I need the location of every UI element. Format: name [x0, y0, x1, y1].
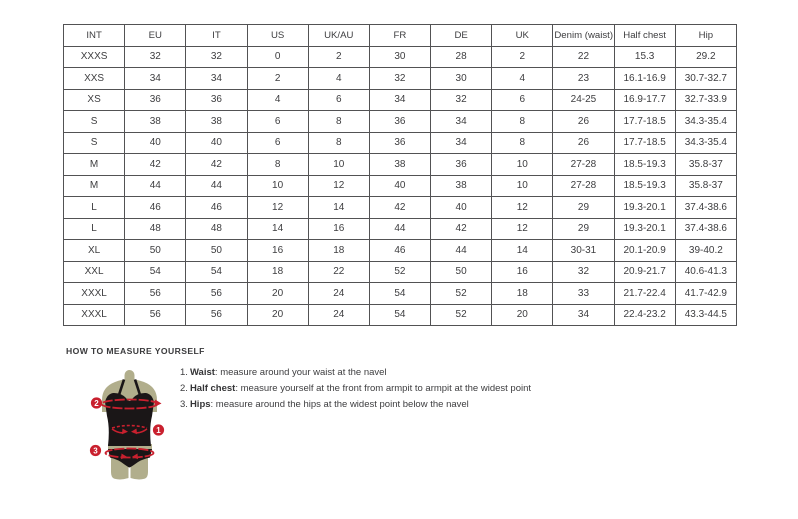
table-cell: 34	[431, 132, 492, 154]
svg-text:3: 3	[93, 446, 98, 456]
table-cell: 14	[492, 240, 553, 262]
table-cell: 34	[431, 111, 492, 133]
table-cell: 29	[553, 197, 614, 219]
table-cell: 32	[431, 89, 492, 111]
table-cell: 6	[492, 89, 553, 111]
badge-half-chest	[91, 397, 102, 408]
table-cell: 50	[431, 261, 492, 283]
table-row	[64, 261, 737, 283]
table-row	[64, 154, 737, 176]
size-table	[63, 24, 737, 326]
table-cell: M	[64, 175, 125, 197]
table-cell: 29	[553, 218, 614, 240]
step-text: : measure around the hips at the widest point below the navel	[210, 399, 469, 410]
table-cell: 40	[431, 197, 492, 219]
table-cell: 10	[492, 154, 553, 176]
table-cell: 23	[553, 68, 614, 90]
table-cell: 15.3	[614, 46, 675, 68]
column-header: UK/AU	[308, 25, 369, 47]
table-cell: 30.7-32.7	[675, 68, 736, 90]
table-row	[64, 218, 737, 240]
step-label: Waist	[189, 367, 215, 378]
table-cell: 32	[369, 68, 430, 90]
table-cell: 54	[369, 304, 430, 326]
table-cell: 27-28	[553, 154, 614, 176]
column-header: US	[247, 25, 308, 47]
badge-hips	[90, 445, 101, 456]
table-cell: 12	[492, 197, 553, 219]
table-cell: 19.3-20.1	[614, 197, 675, 219]
table-cell: 26	[553, 132, 614, 154]
column-header: FR	[369, 25, 430, 47]
table-cell: 4	[308, 68, 369, 90]
table-cell: 14	[247, 218, 308, 240]
table-row	[64, 68, 737, 90]
table-cell: 42	[369, 197, 430, 219]
table-cell: 34.3-35.4	[675, 132, 736, 154]
table-cell: 16.9-17.7	[614, 89, 675, 111]
table-cell: 52	[431, 304, 492, 326]
table-cell: 2	[308, 46, 369, 68]
table-cell: 20	[247, 304, 308, 326]
badge-waist	[153, 424, 164, 435]
table-cell: 56	[125, 304, 186, 326]
size-table-body	[64, 46, 737, 326]
table-cell: 29.2	[675, 46, 736, 68]
step-number: 1.	[180, 367, 188, 378]
table-cell: 16	[247, 240, 308, 262]
table-cell: 42	[125, 154, 186, 176]
table-cell: 32	[186, 46, 247, 68]
table-cell: 34	[186, 68, 247, 90]
table-cell: 42	[186, 154, 247, 176]
table-cell: 44	[431, 240, 492, 262]
table-cell: 43.3-44.5	[675, 304, 736, 326]
table-cell: 46	[125, 197, 186, 219]
column-header: INT	[64, 25, 125, 47]
table-cell: 27-28	[553, 175, 614, 197]
table-cell: 30-31	[553, 240, 614, 262]
table-cell: 38	[369, 154, 430, 176]
table-cell: 52	[431, 283, 492, 305]
measure-step-waist	[180, 366, 531, 379]
table-row	[64, 111, 737, 133]
table-cell: 54	[369, 283, 430, 305]
table-cell: 6	[247, 132, 308, 154]
table-cell: 16	[308, 218, 369, 240]
step-label: Half chest	[189, 383, 236, 394]
table-row	[64, 46, 737, 68]
table-cell: 12	[492, 218, 553, 240]
table-cell: 46	[186, 197, 247, 219]
table-cell: 30	[369, 46, 430, 68]
size-table-header	[64, 25, 737, 47]
table-cell: S	[64, 132, 125, 154]
measure-steps	[180, 366, 531, 414]
table-cell: L	[64, 218, 125, 240]
table-row	[64, 132, 737, 154]
table-cell: 32.7-33.9	[675, 89, 736, 111]
table-cell: 20.9-21.7	[614, 261, 675, 283]
table-cell: 36	[369, 111, 430, 133]
table-cell: 54	[125, 261, 186, 283]
table-cell: 4	[492, 68, 553, 90]
table-cell: XXXL	[64, 283, 125, 305]
table-cell: 34.3-35.4	[675, 111, 736, 133]
table-cell: 34	[125, 68, 186, 90]
step-number: 2.	[180, 383, 188, 394]
table-cell: L	[64, 197, 125, 219]
table-cell: 40	[186, 132, 247, 154]
table-cell: S	[64, 111, 125, 133]
table-row	[64, 304, 737, 326]
measure-section-title: HOW TO MEASURE YOURSELF	[66, 346, 205, 356]
table-cell: 2	[492, 46, 553, 68]
table-cell: 54	[186, 261, 247, 283]
table-cell: 8	[492, 111, 553, 133]
table-cell: 20	[492, 304, 553, 326]
table-cell: 36	[186, 89, 247, 111]
table-cell: 36	[369, 132, 430, 154]
table-cell: 48	[125, 218, 186, 240]
table-row	[64, 283, 737, 305]
step-text: : measure around your waist at the navel	[214, 367, 387, 378]
table-cell: 28	[431, 46, 492, 68]
table-cell: 8	[308, 111, 369, 133]
table-cell: 34	[553, 304, 614, 326]
table-cell: 35.8-37	[675, 154, 736, 176]
table-cell: 39-40.2	[675, 240, 736, 262]
header-row	[64, 25, 737, 47]
table-cell: XXS	[64, 68, 125, 90]
step-label: Hips	[189, 399, 211, 410]
table-cell: 20	[247, 283, 308, 305]
table-cell: 44	[369, 218, 430, 240]
table-cell: 18	[308, 240, 369, 262]
table-cell: 12	[247, 197, 308, 219]
table-cell: 38	[186, 111, 247, 133]
table-cell: 18	[492, 283, 553, 305]
table-cell: XXL	[64, 261, 125, 283]
table-cell: XXXL	[64, 304, 125, 326]
column-header: UK	[492, 25, 553, 47]
table-cell: 8	[308, 132, 369, 154]
table-cell: 50	[186, 240, 247, 262]
column-header: IT	[186, 25, 247, 47]
table-cell: 8	[247, 154, 308, 176]
measure-step-hips	[180, 398, 531, 411]
table-cell: 8	[492, 132, 553, 154]
step-number: 3.	[180, 399, 188, 410]
table-cell: 26	[553, 111, 614, 133]
table-cell: 24	[308, 283, 369, 305]
table-cell: 56	[125, 283, 186, 305]
table-cell: 41.7-42.9	[675, 283, 736, 305]
table-cell: 32	[125, 46, 186, 68]
table-row	[64, 89, 737, 111]
table-cell: 18	[247, 261, 308, 283]
mannequin-illustration	[85, 368, 175, 483]
table-cell: 48	[186, 218, 247, 240]
table-cell: 38	[431, 175, 492, 197]
table-cell: 42	[431, 218, 492, 240]
step-text: : measure yourself at the front from armpit to armpit at the widest point	[235, 383, 532, 394]
table-cell: XL	[64, 240, 125, 262]
column-header: Hip	[675, 25, 736, 47]
column-header: DE	[431, 25, 492, 47]
table-cell: 36	[431, 154, 492, 176]
svg-text:2: 2	[94, 398, 99, 408]
table-cell: XXXS	[64, 46, 125, 68]
table-cell: 44	[125, 175, 186, 197]
column-header: Denim (waist)	[553, 25, 614, 47]
table-cell: 16.1-16.9	[614, 68, 675, 90]
table-cell: 36	[125, 89, 186, 111]
table-row	[64, 240, 737, 262]
column-header: Half chest	[614, 25, 675, 47]
table-cell: 32	[553, 261, 614, 283]
table-cell: 40	[125, 132, 186, 154]
measurement-figure	[85, 368, 175, 483]
table-cell: 33	[553, 283, 614, 305]
table-cell: 6	[308, 89, 369, 111]
svg-text:1: 1	[156, 425, 161, 435]
table-cell: 22	[553, 46, 614, 68]
table-cell: 46	[369, 240, 430, 262]
table-cell: 44	[186, 175, 247, 197]
table-cell: 4	[247, 89, 308, 111]
table-cell: 19.3-20.1	[614, 218, 675, 240]
table-cell: 16	[492, 261, 553, 283]
table-cell: 20.1-20.9	[614, 240, 675, 262]
table-cell: 37.4-38.6	[675, 197, 736, 219]
table-cell: 50	[125, 240, 186, 262]
table-cell: 17.7-18.5	[614, 111, 675, 133]
table-cell: M	[64, 154, 125, 176]
table-cell: 21.7-22.4	[614, 283, 675, 305]
measure-step-half-chest	[180, 382, 531, 395]
table-cell: 40	[369, 175, 430, 197]
table-cell: 10	[492, 175, 553, 197]
table-row	[64, 175, 737, 197]
table-cell: 6	[247, 111, 308, 133]
table-cell: 10	[247, 175, 308, 197]
table-cell: 24	[308, 304, 369, 326]
table-cell: 52	[369, 261, 430, 283]
table-cell: 56	[186, 304, 247, 326]
table-cell: 34	[369, 89, 430, 111]
table-cell: XS	[64, 89, 125, 111]
table-cell: 22	[308, 261, 369, 283]
table-cell: 22.4-23.2	[614, 304, 675, 326]
table-cell: 17.7-18.5	[614, 132, 675, 154]
table-cell: 56	[186, 283, 247, 305]
table-cell: 2	[247, 68, 308, 90]
table-cell: 12	[308, 175, 369, 197]
table-cell: 24-25	[553, 89, 614, 111]
table-cell: 38	[125, 111, 186, 133]
table-cell: 18.5-19.3	[614, 154, 675, 176]
table-row	[64, 197, 737, 219]
table-cell: 37.4-38.6	[675, 218, 736, 240]
table-cell: 35.8-37	[675, 175, 736, 197]
column-header: EU	[125, 25, 186, 47]
table-cell: 40.6-41.3	[675, 261, 736, 283]
table-cell: 0	[247, 46, 308, 68]
table-cell: 10	[308, 154, 369, 176]
table-cell: 30	[431, 68, 492, 90]
table-cell: 14	[308, 197, 369, 219]
table-cell: 18.5-19.3	[614, 175, 675, 197]
